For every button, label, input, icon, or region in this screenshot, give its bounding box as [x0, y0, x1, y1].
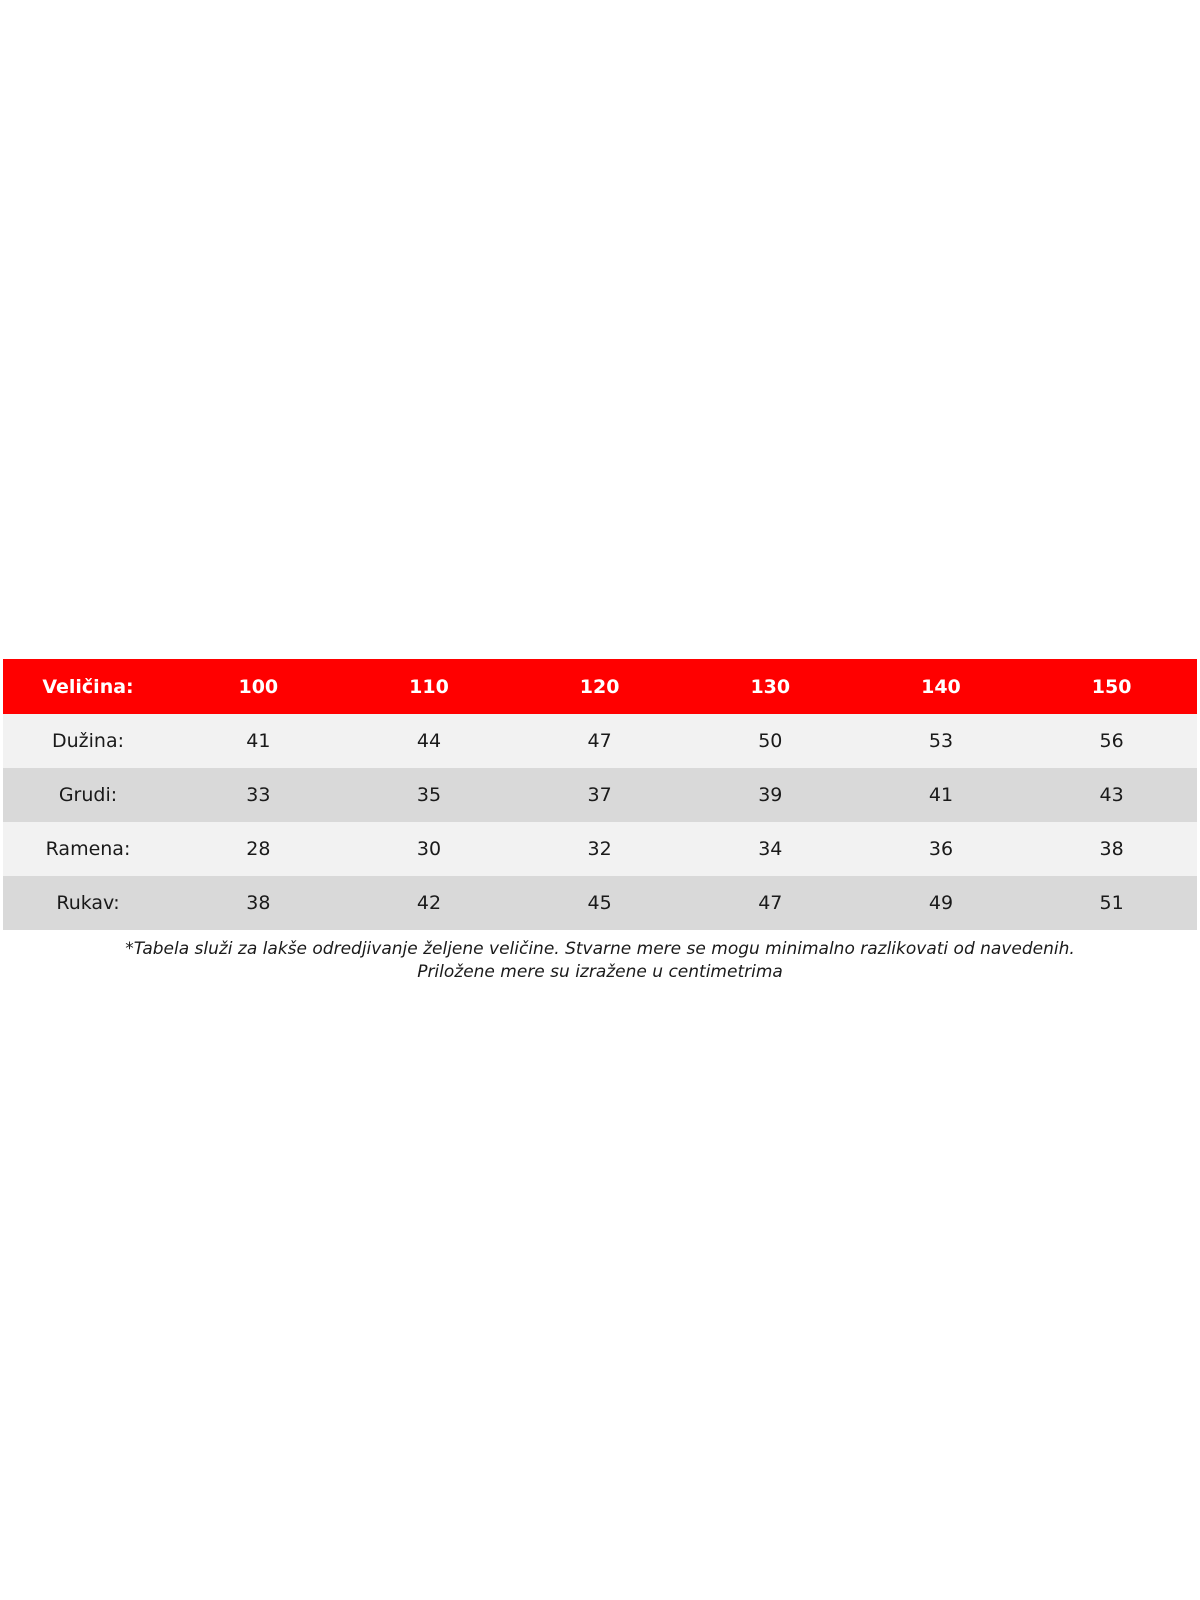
footnote [0, 938, 1200, 984]
table-cell: 39 [758, 784, 783, 806]
table-cell: 35 [416, 784, 442, 806]
table-cell: 30 [416, 838, 442, 860]
size-header: 120 [579, 675, 620, 698]
table-cell: 37 [587, 784, 612, 806]
size-header: 150 [1091, 675, 1132, 698]
footnote-line: Priložene mere su izražene u centimetrima [417, 962, 783, 982]
table-cell: 42 [416, 892, 442, 914]
table-cell: 38 [1099, 838, 1124, 860]
header-label: Veličina: [42, 675, 134, 698]
row-label: Dužina: [51, 730, 124, 752]
table-cell: 45 [587, 892, 612, 914]
table-cell: 28 [246, 838, 271, 860]
table-cell: 51 [1099, 892, 1124, 914]
table-cell: 41 [928, 784, 954, 806]
table-cell: 47 [758, 892, 783, 914]
size-header: 130 [750, 675, 791, 698]
footnote-line: *Tabela služi za lakše odredjivanje željene veličine. Stvarne mere se mogu minimalno razlikovati od navedenih. [125, 939, 1075, 959]
size-header: 140 [921, 675, 961, 698]
size-header: 100 [238, 675, 279, 698]
table-row [3, 714, 1197, 768]
table-cell: 43 [1099, 784, 1124, 806]
table-row [3, 876, 1197, 930]
table-cell: 47 [587, 730, 612, 752]
table-cell: 53 [928, 730, 954, 752]
row-label: Grudi: [58, 784, 118, 806]
size-header: 110 [409, 675, 449, 698]
table-cell: 49 [928, 892, 954, 914]
table-header-row [3, 659, 1197, 714]
table-row [3, 822, 1197, 876]
table-cell: 44 [416, 730, 442, 752]
row-label: Ramena: [45, 838, 131, 860]
size-chart-table [3, 659, 1197, 930]
table-cell: 34 [758, 838, 783, 860]
table-cell: 50 [758, 730, 783, 752]
table-cell: 38 [246, 892, 271, 914]
table-row [3, 768, 1197, 822]
table-cell: 56 [1099, 730, 1124, 752]
table-cell: 41 [246, 730, 271, 752]
row-label: Rukav: [56, 892, 120, 914]
table-cell: 32 [587, 838, 612, 860]
table-cell: 33 [246, 784, 271, 806]
table-cell: 36 [928, 838, 954, 860]
